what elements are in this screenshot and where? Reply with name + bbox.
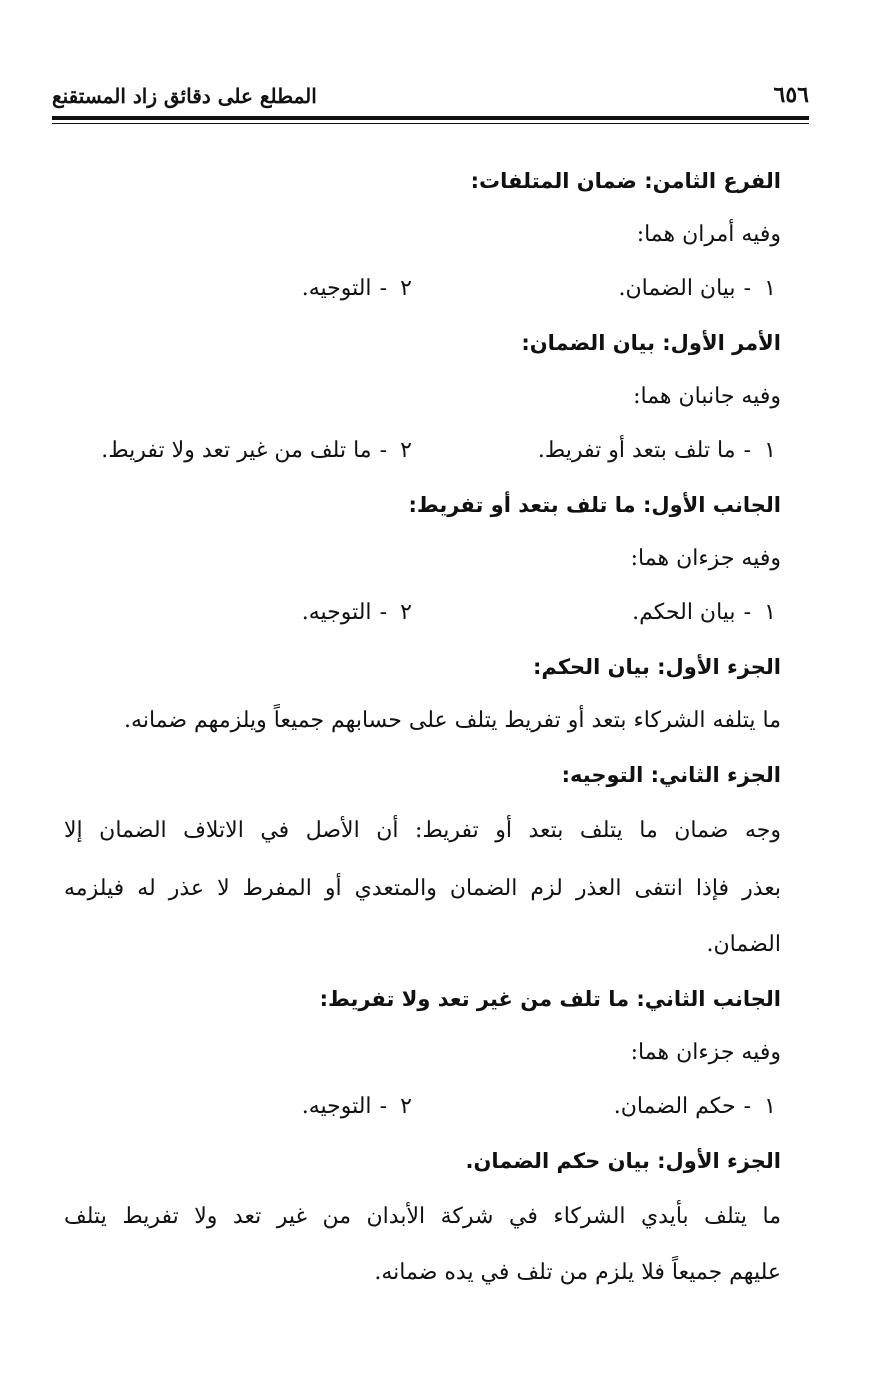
list-sides (64, 424, 781, 478)
list-item: ٢-التوجيه. (301, 1094, 412, 1119)
paragraph-reasoning-line: وجه ضمان ما يتلف بتعد أو تفريط: أن الأصل في الاتلاف الضمان إلا (64, 818, 781, 843)
running-title: المطلع على دقائق زاد المستقنع (52, 84, 317, 108)
list-item: ١-حكم الضمان. (613, 1094, 776, 1119)
paragraph-liability-line: عليهم جميعاً فلا يلزم من تلف في يده ضمانه. (374, 1260, 781, 1285)
heading-part-one-liability: الجزء الأول: بيان حكم الضمان. (465, 1149, 781, 1173)
heading-first-matter: الأمر الأول: بيان الضمان: (521, 331, 781, 355)
heading-part-one-ruling: الجزء الأول: بيان الحكم: (532, 655, 781, 679)
list-item: ٢-التوجيه. (301, 276, 412, 301)
intro-two-sides: وفيه جانبان هما: (633, 384, 781, 409)
list-item: ١-بيان الضمان. (618, 276, 776, 301)
paragraph-reasoning-line: الضمان. (706, 932, 781, 957)
list-item: ١-ما تلف بتعد أو تفريط. (537, 438, 776, 463)
page-body (64, 154, 781, 1300)
header-rule-thin (52, 123, 809, 124)
list-parts (64, 586, 781, 640)
list-item: ٢-التوجيه. (301, 600, 412, 625)
heading-second-side: الجانب الثاني: ما تلف من غير تعد ولا تفريط: (319, 987, 781, 1011)
list-item: ١-بيان الحكم. (632, 600, 776, 625)
paragraph-liability-line: ما يتلف بأيدي الشركاء في شركة الأبدان من غير تعد ولا تفريط يتلف (64, 1204, 781, 1229)
list-parts-b (64, 1080, 781, 1134)
paragraph-reasoning-line: بعذر فإذا انتفى العذر لزم الضمان والمتعدي أو المفرط لا عذر له فيلزمه (64, 876, 781, 901)
heading-branch-eight: الفرع الثامن: ضمان المتلفات: (470, 169, 781, 193)
page-number: ٦٥٦ (773, 82, 809, 108)
list-matters (64, 262, 781, 316)
header-rule-thick (52, 116, 809, 120)
list-item: ٢-ما تلف من غير تعد ولا تفريط. (101, 438, 412, 463)
heading-first-side: الجانب الأول: ما تلف بتعد أو تفريط: (408, 493, 781, 517)
intro-two-matters: وفيه أمران هما: (636, 222, 781, 247)
intro-two-parts-b: وفيه جزءان هما: (630, 1040, 781, 1065)
intro-two-parts: وفيه جزءان هما: (630, 546, 781, 571)
page-header (52, 82, 809, 114)
heading-part-two-reasoning: الجزء الثاني: التوجيه: (561, 763, 781, 787)
paragraph-ruling: ما يتلفه الشركاء بتعد أو تفريط يتلف على حسابهم جميعاً ويلزمهم ضمانه. (124, 708, 781, 733)
